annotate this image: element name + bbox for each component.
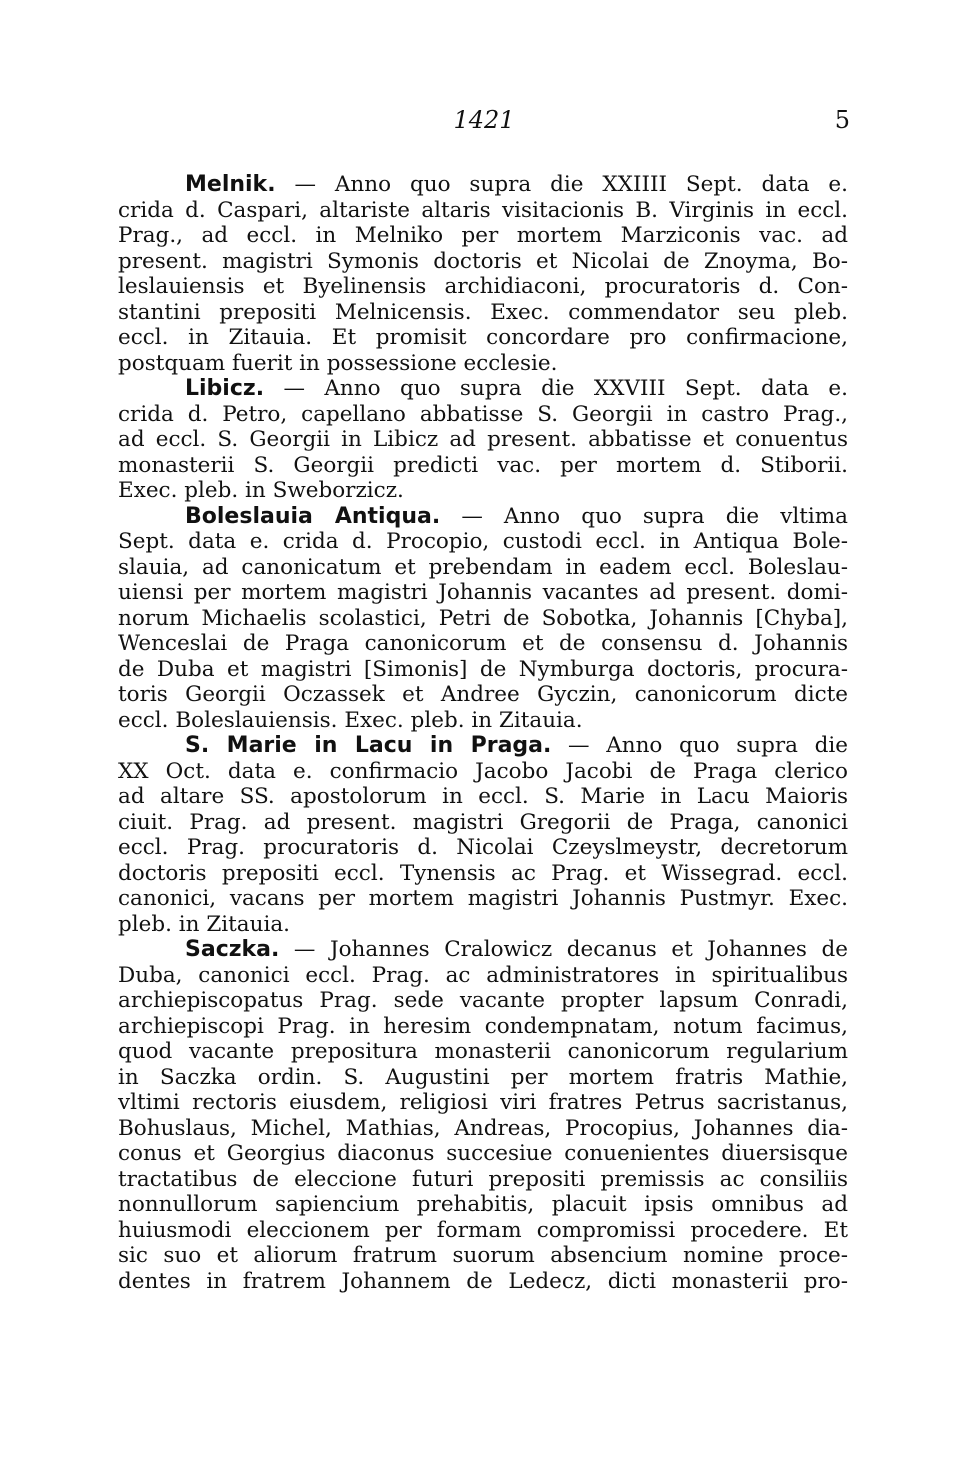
entry-heading: Libicz. [185,376,265,401]
text-line: eccl. Prag. procuratoris d. Nicolai Czeyslmeystr, decretorum [118,835,848,860]
text-line: quod vacante prepositura monasterii canonicorum regularium [118,1039,848,1064]
text-line: crida d. Petro, capellano abbatisse S. Georgii in castro Prag., [118,401,848,427]
text-line: dentes in fratrem Johannem de Ledecz, dicti monasterii pro- [118,1268,848,1294]
text-line: in Saczka ordin. S. Augustini per mortem fratris Mathie, [118,1064,848,1090]
text-line: Prag., ad eccl. in Melniko per mortem Marziconis vac. ad [118,223,848,248]
entry [118,937,848,1294]
text-line: Wenceslai de Praga canonicorum et de consensu d. Johannis [118,631,848,656]
text-line: present. magistri Symonis doctoris et Nicolai de Znoyma, Bo- [118,248,848,274]
text-line: eccl. Boleslauiensis. Exec. pleb. in Zitauia. [118,707,583,733]
page-header [118,103,850,137]
text-line: Bohuslaus, Michel, Mathias, Andreas, Procopius, Johannes dia- [118,1115,848,1141]
entry-first-line [118,504,848,530]
text-line: eccl. in Zitauia. Et promisit concordare pro confirmacione, [118,325,848,350]
page-number: 5 [834,106,850,134]
entry-first-line-text: — Johannes Cralowicz decanus et Johannes de [293,937,848,962]
entry-heading: Melnik. [185,172,276,197]
text-line: nonnullorum sapiencium prehabitis, placuit ipsis omnibus ad [118,1192,848,1217]
text-line: uiensi per mortem magistri Johannis vacantes ad present. domi- [118,580,848,605]
text-line: de Duba et magistri [Simonis] de Nymburga doctoris, procura- [118,656,848,682]
text-line: slauia, ad canonicatum et prebendam in eadem eccl. Boleslau- [118,554,848,580]
running-head-year: 1421 [453,106,515,134]
text-line: pleb. in Zitauia. [118,911,290,937]
entry-first-line [118,376,848,402]
entry-first-line [118,172,848,198]
entry-first-line [118,733,848,759]
text-line: postquam fuerit in possessione ecclesie. [118,350,558,376]
entry-first-line-text: — Anno quo supra die [568,733,848,758]
text-line: sic suo et aliorum fratrum suorum absencium nomine proce- [118,1243,848,1268]
text-line: archiepiscopatus Prag. sede vacante propter lapsum Conradi, [118,988,848,1013]
text-line: conus et Georgius diaconus succesiue conuenientes diuersisque [118,1141,848,1166]
text-line: huiusmodi eleccionem per formam compromissi procedere. Et [118,1217,848,1243]
text-line: ad altare SS. apostolorum in eccl. S. Marie in Lacu Maioris [118,784,848,809]
text-block [118,172,848,1294]
text-line: leslauiensis et Byelinensis archidiaconi, procuratoris d. Con- [118,274,848,299]
text-line: Exec. pleb. in Sweborzicz. [118,478,404,503]
text-line: XX Oct. data e. confirmacio Jacobo Jacobi de Praga clerico [118,758,848,784]
entry [118,376,848,504]
text-line: monasterii S. Georgii predicti vac. per mortem d. Stiborii. [118,452,848,478]
entry-first-line [118,937,848,963]
text-line: tractatibus de eleccione futuri prepositi premissis ac consiliis [118,1166,848,1192]
text-line: Duba, canonici eccl. Prag. ac administratores in spiritualibus [118,962,848,988]
text-line: norum Michaelis scolastici, Petri de Sobotka, Johannis [Chyba], [118,605,848,631]
text-line: ciuit. Prag. ad present. magistri Gregorii de Praga, canonici [118,809,848,835]
text-line: canonici, vacans per mortem magistri Johannis Pustmyr. Exec. [118,886,848,911]
entry-first-line-text: — Anno quo supra die vltima [461,503,848,529]
entry-heading: S. Marie in Lacu in Praga. [185,733,552,758]
text-line: Sept. data e. crida d. Procopio, custodi eccl. in Antiqua Bole- [118,529,848,554]
entry-first-line-text: — Anno quo supra die XXIIII Sept. data e. [294,172,848,197]
entry [118,733,848,937]
entry [118,504,848,734]
text-line: stantini prepositi Melnicensis. Exec. commendator seu pleb. [118,299,848,325]
text-line: vltimi rectoris eiusdem, religiosi viri fratres Petrus sacristanus, [118,1090,848,1115]
text-line: archiepiscopi Prag. in heresim condempnatam, notum facimus, [118,1013,848,1039]
text-line: ad eccl. S. Georgii in Libicz ad present. abbatisse et conuentus [118,427,848,452]
text-line: crida d. Caspari, altariste altaris visitacionis B. Virginis in eccl. [118,197,848,223]
text-line: doctoris prepositi eccl. Tynensis ac Prag. et Wissegrad. eccl. [118,860,848,886]
entry [118,172,848,376]
entry-heading: Saczka. [185,937,280,962]
entry-first-line-text: — Anno quo supra die XXVIII Sept. data e. [283,376,848,401]
entry-heading: Boleslauia Antiqua. [185,503,441,529]
text-line: toris Georgii Oczassek et Andree Gyczin, canonicorum dicte [118,682,848,707]
